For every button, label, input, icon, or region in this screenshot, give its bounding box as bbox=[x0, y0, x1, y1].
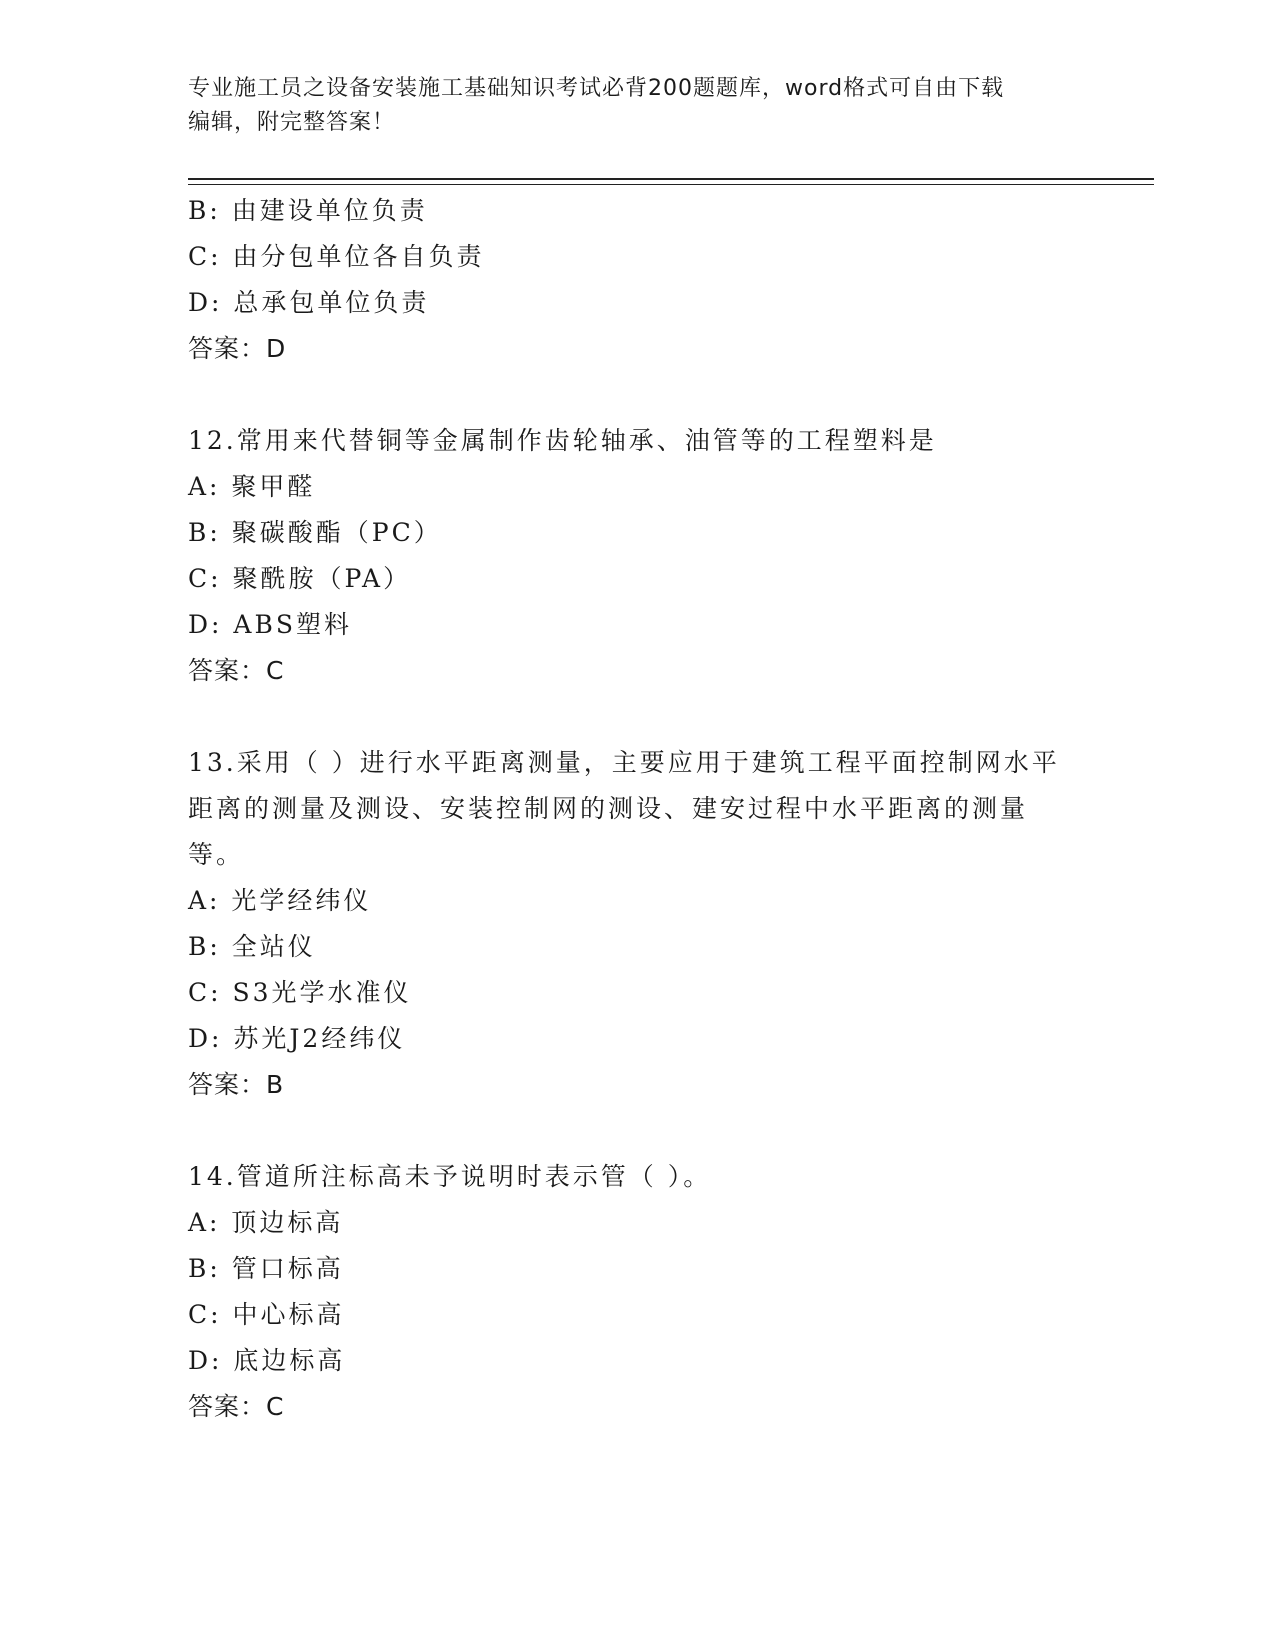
option-a: A: 光学经纬仪 bbox=[188, 886, 372, 915]
page-header bbox=[188, 72, 1068, 140]
question-12 bbox=[188, 418, 1068, 694]
option-b: B: 全站仪 bbox=[188, 932, 316, 961]
option-d: D: ABS塑料 bbox=[188, 610, 352, 639]
option-a: A: 顶边标高 bbox=[188, 1208, 344, 1237]
spacer bbox=[188, 1108, 1068, 1154]
option-b: B: 管口标高 bbox=[188, 1254, 344, 1283]
option-c: C: 聚酰胺（PA） bbox=[188, 564, 412, 593]
option-b: B: 聚碳酸酯（PC） bbox=[188, 518, 442, 547]
header-divider-thin bbox=[188, 184, 1154, 185]
header-title-line2: 编辑，附完整答案！ bbox=[188, 110, 396, 135]
question-stem: 12.常用来代替铜等金属制作齿轮轴承、油管等的工程塑料是 bbox=[188, 426, 937, 455]
option-d: D: 苏光J2经纬仪 bbox=[188, 1024, 406, 1053]
header-divider-thick bbox=[188, 178, 1154, 180]
question-11 bbox=[188, 188, 1068, 372]
option-a: A: 聚甲醛 bbox=[188, 472, 316, 501]
option-d: D: 底边标高 bbox=[188, 1346, 346, 1375]
option-d: D: 总承包单位负责 bbox=[188, 288, 430, 317]
question-stem: 14.管道所注标高未予说明时表示管（ ）。 bbox=[188, 1162, 712, 1191]
answer: 答案：D bbox=[188, 334, 287, 363]
question-stem: 13.采用（ ）进行水平距离测量，主要应用于建筑工程平面控制网水平距离的测量及测设、安装控制网的测设、建安过程中水平距离的测量等。 bbox=[188, 748, 1060, 869]
option-c: C: 由分包单位各自负责 bbox=[188, 242, 485, 271]
answer: 答案：C bbox=[188, 1392, 285, 1421]
answer: 答案：B bbox=[188, 1070, 285, 1099]
option-b: B: 由建设单位负责 bbox=[188, 196, 428, 225]
spacer bbox=[188, 694, 1068, 740]
spacer bbox=[188, 372, 1068, 418]
option-c: C: S3光学水准仪 bbox=[188, 978, 412, 1007]
header-title-line1: 专业施工员之设备安装施工基础知识考试必背200题题库，word格式可自由下载 bbox=[188, 76, 1005, 101]
option-c: C: 中心标高 bbox=[188, 1300, 345, 1329]
question-14 bbox=[188, 1154, 1068, 1430]
answer: 答案：C bbox=[188, 656, 285, 685]
question-list bbox=[188, 188, 1068, 1430]
question-13 bbox=[188, 740, 1068, 1108]
